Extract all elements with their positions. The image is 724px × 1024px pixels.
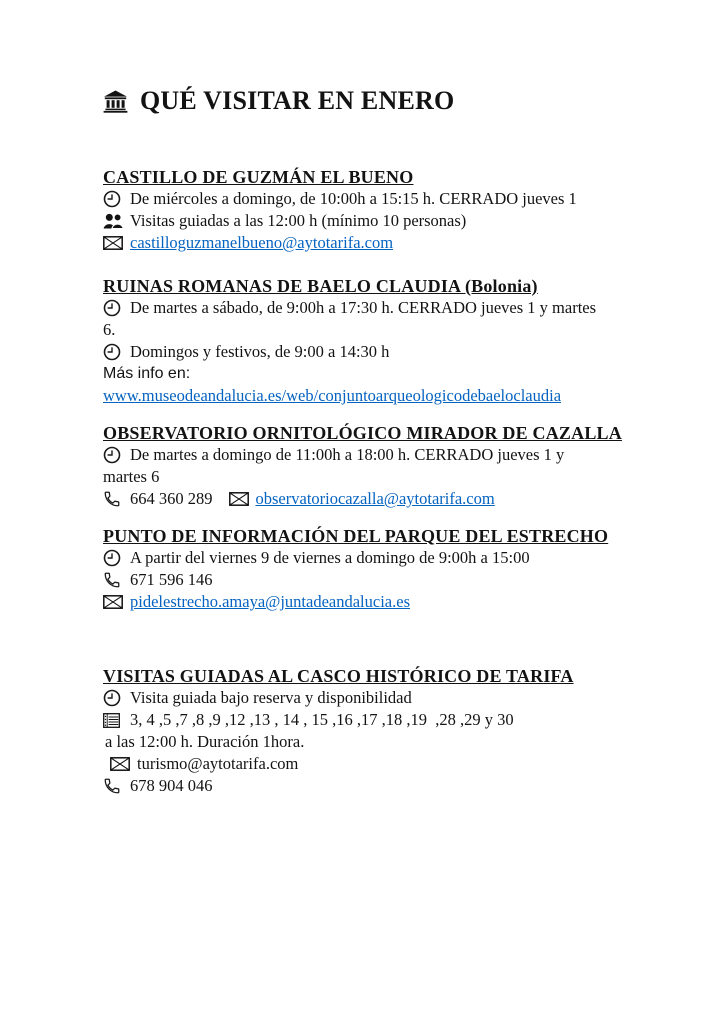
section-castillo-guzman — [103, 166, 643, 254]
phone-icon — [103, 777, 130, 795]
clock-icon — [103, 299, 130, 317]
schedule-line — [103, 444, 643, 466]
schedule-text: De martes a domingo de 11:00h a 18:00 h. CERRADO jueves 1 y — [130, 445, 565, 464]
section-heading: OBSERVATORIO ORNITOLÓGICO MIRADOR DE CAZALLA — [103, 423, 622, 443]
contact-line — [103, 488, 643, 510]
clock-icon — [103, 689, 130, 707]
section-visitas-guiadas — [103, 665, 643, 797]
schedule-continuation — [103, 319, 643, 341]
section-heading: CASTILLO DE GUZMÁN EL BUENO — [103, 167, 414, 187]
guided-visits-text: Visitas guiadas a las 12:00 h (mínimo 10 personas) — [130, 211, 467, 230]
website-link[interactable]: www.museodeandalucia.es/web/conjuntoarqueologicodebaeloclaudia — [103, 386, 562, 405]
classical-building-icon — [103, 90, 133, 113]
page-title-text: QUÉ VISITAR EN ENERO — [140, 86, 455, 115]
phone-line — [103, 775, 643, 797]
people-icon — [103, 213, 130, 229]
page-title — [103, 86, 643, 116]
email-link[interactable]: observatoriocazalla@aytotarifa.com — [255, 489, 495, 508]
schedule-text: De martes a sábado, de 9:00h a 17:30 h. CERRADO jueves 1 y martes — [130, 298, 597, 317]
guided-visits-line — [103, 210, 643, 232]
section-baelo-claudia — [103, 275, 643, 407]
email-line — [103, 753, 643, 775]
schedule-text: A partir del viernes 9 de viernes a domingo de 9:00h a 15:00 — [130, 548, 530, 567]
calendar-icon — [103, 713, 130, 728]
schedule-text: 6. — [103, 320, 116, 339]
schedule-line — [103, 547, 643, 569]
envelope-icon — [103, 236, 130, 250]
schedule-line — [103, 687, 643, 709]
section-heading: RUINAS ROMANAS DE BAELO CLAUDIA (Bolonia) — [103, 276, 538, 296]
phone-icon — [103, 490, 130, 508]
clock-icon — [103, 343, 130, 361]
schedule-text: Domingos y festivos, de 9:00 a 14:30 h — [130, 342, 390, 361]
phone-icon — [103, 571, 130, 589]
email-line — [103, 232, 643, 254]
section-observatorio-cazalla — [103, 422, 643, 510]
schedule-text: De miércoles a domingo, de 10:00h a 15:15 h. CERRADO jueves 1 — [130, 189, 577, 208]
dates-line — [103, 709, 643, 731]
email-line — [103, 591, 643, 613]
phone-number: 678 904 046 — [130, 776, 213, 795]
clock-icon — [103, 446, 130, 464]
phone-number: 664 360 289 — [130, 489, 213, 508]
envelope-icon — [103, 595, 130, 609]
schedule-text: martes 6 — [103, 467, 160, 486]
dates-text: a las 12:00 h. Duración 1hora. — [105, 732, 305, 751]
clock-icon — [103, 549, 130, 567]
document-content — [103, 86, 643, 797]
schedule-line — [103, 341, 643, 363]
more-info-label — [103, 363, 643, 385]
website-line — [103, 385, 643, 407]
phone-line — [103, 569, 643, 591]
email-link[interactable]: pidelestrecho.amaya@juntadeandalucia.es — [130, 592, 410, 611]
dates-continuation — [103, 731, 643, 753]
phone-number: 671 596 146 — [130, 570, 213, 589]
schedule-continuation — [103, 466, 643, 488]
envelope-icon — [229, 492, 256, 506]
clock-icon — [103, 190, 130, 208]
more-info-text: Más info en: — [103, 365, 191, 382]
envelope-icon — [110, 757, 137, 771]
dates-text: 3, 4 ,5 ,7 ,8 ,9 ,12 ,13 , 14 , 15 ,16 ,17 ,18 ,19 ,28 ,29 y 30 — [130, 710, 514, 729]
section-parque-estrecho — [103, 525, 643, 613]
email-link[interactable]: castilloguzmanelbueno@aytotarifa.com — [130, 233, 394, 252]
section-heading: PUNTO DE INFORMACIÓN DEL PARQUE DEL ESTRECHO — [103, 526, 609, 546]
schedule-text: Visita guiada bajo reserva y disponibilidad — [130, 688, 412, 707]
schedule-line — [103, 297, 643, 319]
section-heading: VISITAS GUIADAS AL CASCO HISTÓRICO DE TARIFA — [103, 666, 574, 686]
schedule-line — [103, 188, 643, 210]
email-text: turismo@aytotarifa.com — [137, 754, 299, 773]
